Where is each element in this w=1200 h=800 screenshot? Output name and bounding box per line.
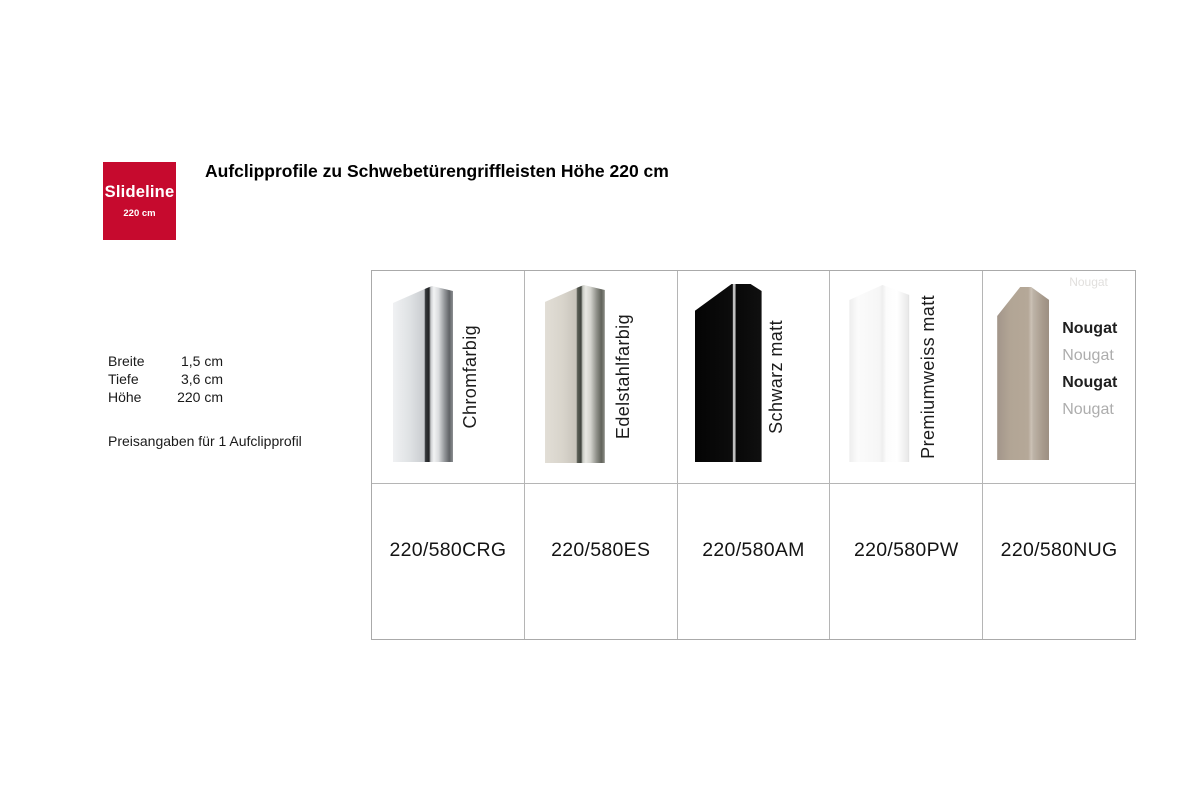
finish-label: Nougat (1062, 374, 1118, 391)
article-code: 220/580PW (853, 539, 959, 561)
profile-image-nougat (997, 287, 1049, 460)
image-cell (525, 271, 677, 484)
finish-label-wrap (918, 271, 939, 483)
finish-label-wrap (460, 271, 481, 483)
spec-row-breite (108, 352, 223, 370)
profile-image-chrome (393, 286, 453, 462)
finish-label-wrap (613, 271, 634, 483)
spec-label: Tiefe (108, 371, 139, 387)
table-column-schwarz-matt (678, 271, 831, 639)
nougat-label-stack (1062, 315, 1117, 423)
logo-brand-text: Slideline (104, 183, 175, 201)
spec-value: 3,6 cm (180, 371, 223, 387)
table-column-edelstahlfarbig (525, 271, 678, 639)
image-cell (678, 271, 830, 484)
table-column-chromfarbig (372, 271, 525, 639)
table-column-premiumweiss-matt (830, 271, 983, 639)
spec-value: 1,5 cm (180, 353, 223, 369)
profile-image-black (695, 284, 762, 462)
article-code: 220/580AM (702, 539, 805, 561)
spec-label: Breite (108, 353, 145, 369)
spec-label: Höhe (108, 389, 142, 405)
price-note: Preisangaben für 1 Aufclipprofil (108, 433, 302, 449)
article-code: 220/580NUG (1000, 539, 1118, 561)
image-cell (830, 271, 982, 484)
article-code: 220/580ES (551, 539, 651, 561)
article-code: 220/580CRG (389, 539, 507, 561)
profile-image-white (849, 285, 909, 462)
profile-table (371, 270, 1136, 640)
finish-label: Nougat (1062, 347, 1114, 364)
logo-size-label: 220 cm (123, 208, 156, 219)
image-cell (372, 271, 524, 484)
finish-label: Premiumweiss matt (918, 295, 939, 459)
profile-image-steel (545, 285, 605, 463)
faint-finish-label: Nougat (1069, 275, 1108, 289)
spec-row-tiefe (108, 370, 223, 388)
finish-label: Nougat (1062, 401, 1114, 418)
finish-label: Chromfarbig (460, 325, 480, 429)
finish-label: Schwarz matt (765, 320, 786, 434)
slideline-logo (103, 162, 176, 240)
finish-label: Edelstahlfarbig (612, 314, 633, 440)
table-column-nougat (983, 271, 1135, 639)
image-cell (983, 271, 1135, 484)
finish-label-wrap (766, 271, 787, 483)
finish-label: Nougat (1062, 320, 1118, 337)
spec-row-hoehe (108, 388, 223, 406)
page-title: Aufclipprofile zu Schwebetürengriffleisten Höhe 220 cm (205, 161, 669, 181)
spec-value: 220 cm (177, 389, 223, 405)
dimension-specs (108, 352, 223, 406)
